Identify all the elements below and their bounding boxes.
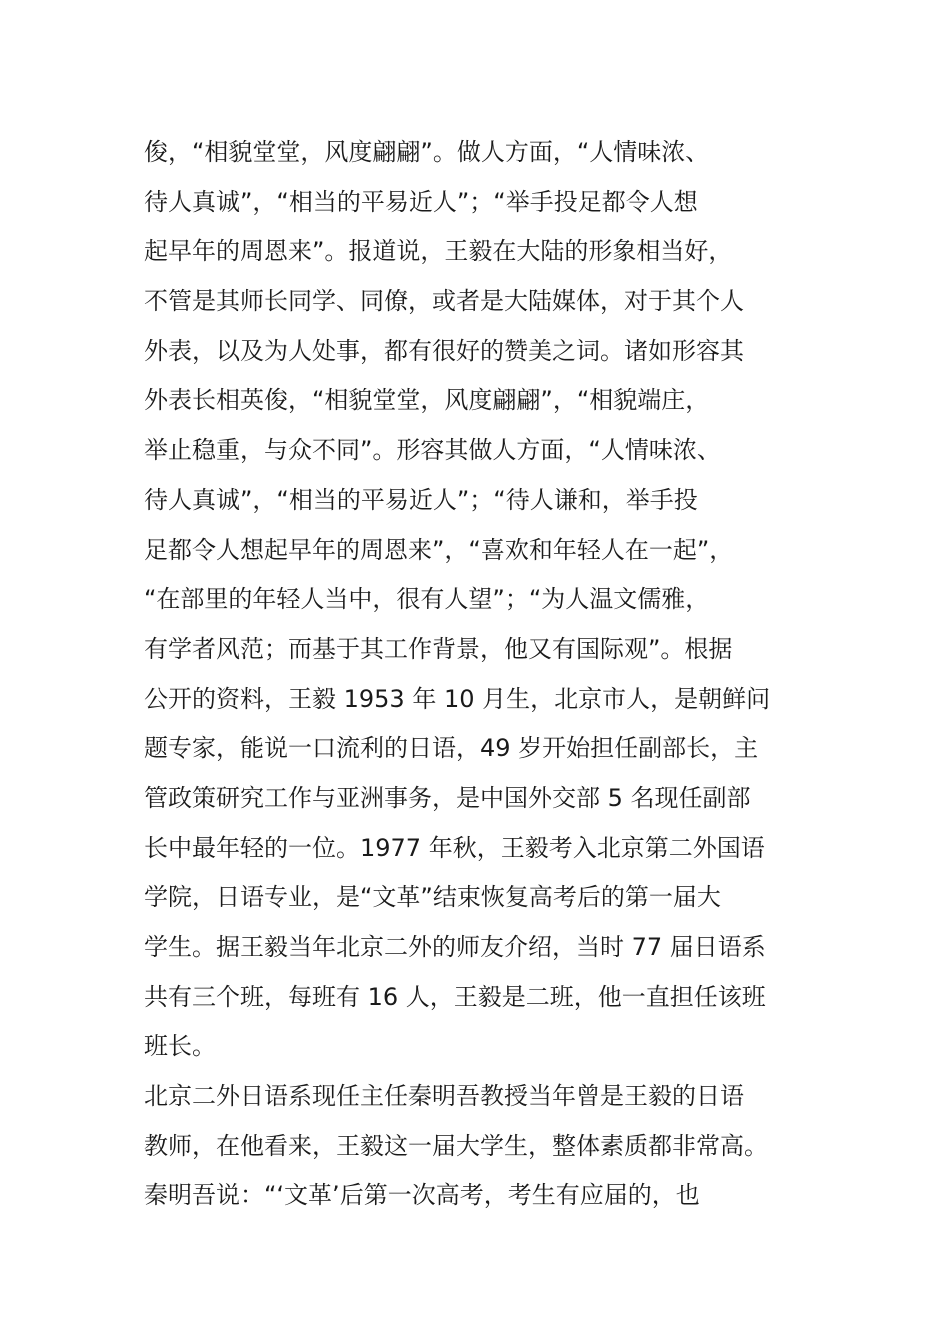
text-line: “在部里的年轻人当中，很有人望”；“为人温文儒雅， bbox=[144, 585, 710, 614]
text-line: 外表，以及为人处事，都有很好的赞美之词。诸如形容其 bbox=[144, 336, 744, 365]
text-line: 学院，日语专业，是“文革”结束恢复高考后的第一届大 bbox=[144, 883, 721, 912]
text-line: 不管是其师长同学、同僚，或者是大陆媒体，对于其个人 bbox=[144, 287, 744, 316]
text-line: 共有三个班，每班有 16 人，王毅是二班，他一直担任该班 bbox=[144, 982, 766, 1011]
text-line: 班长。 bbox=[144, 1032, 216, 1061]
text-line: 教师，在他看来，王毅这一届大学生，整体素质都非常高。 bbox=[144, 1131, 768, 1160]
text-line: 足都令人想起早年的周恩来”，“喜欢和年轻人在一起”， bbox=[144, 535, 734, 564]
text-line: 举止稳重，与众不同”。形容其做人方面，“人情味浓、 bbox=[144, 436, 721, 465]
text-line: 待人真诚”，“相当的平易近人”；“待人谦和，举手投 bbox=[144, 485, 698, 514]
text-line: 管政策研究工作与亚洲事务，是中国外交部 5 名现任副部 bbox=[144, 783, 751, 812]
text-line: 公开的资料，王毅 1953 年 10 月生，北京市人，是朝鲜问 bbox=[144, 684, 771, 713]
text-line: 起早年的周恩来”。报道说，王毅在大陆的形象相当好， bbox=[144, 237, 733, 266]
text-line: 学生。据王毅当年北京二外的师友介绍，当时 77 届日语系 bbox=[144, 933, 766, 961]
article-body bbox=[144, 128, 824, 1221]
text-line: 外表长相英俊，“相貌堂堂，风度翩翩”，“相貌端庄， bbox=[144, 386, 710, 415]
text-line: 秦明吾说：“‘文革’后第一次高考，考生有应届的，也 bbox=[144, 1181, 700, 1210]
text-line: 待人真诚”，“相当的平易近人”；“举手投足都令人想 bbox=[144, 187, 698, 216]
text-line: 俊，“相貌堂堂，风度翩翩”。做人方面，“人情味浓、 bbox=[144, 138, 710, 166]
text-line: 有学者风范；而基于其工作背景，他又有国际观”。根据 bbox=[144, 634, 733, 663]
text-line: 题专家，能说一口流利的日语，49 岁开始担任副部长，主 bbox=[144, 734, 759, 763]
text-line: 长中最年轻的一位。1977 年秋，王毅考入北京第二外国语 bbox=[144, 833, 765, 862]
text-line: 北京二外日语系现任主任秦明吾教授当年曾是王毅的日语 bbox=[144, 1082, 744, 1111]
